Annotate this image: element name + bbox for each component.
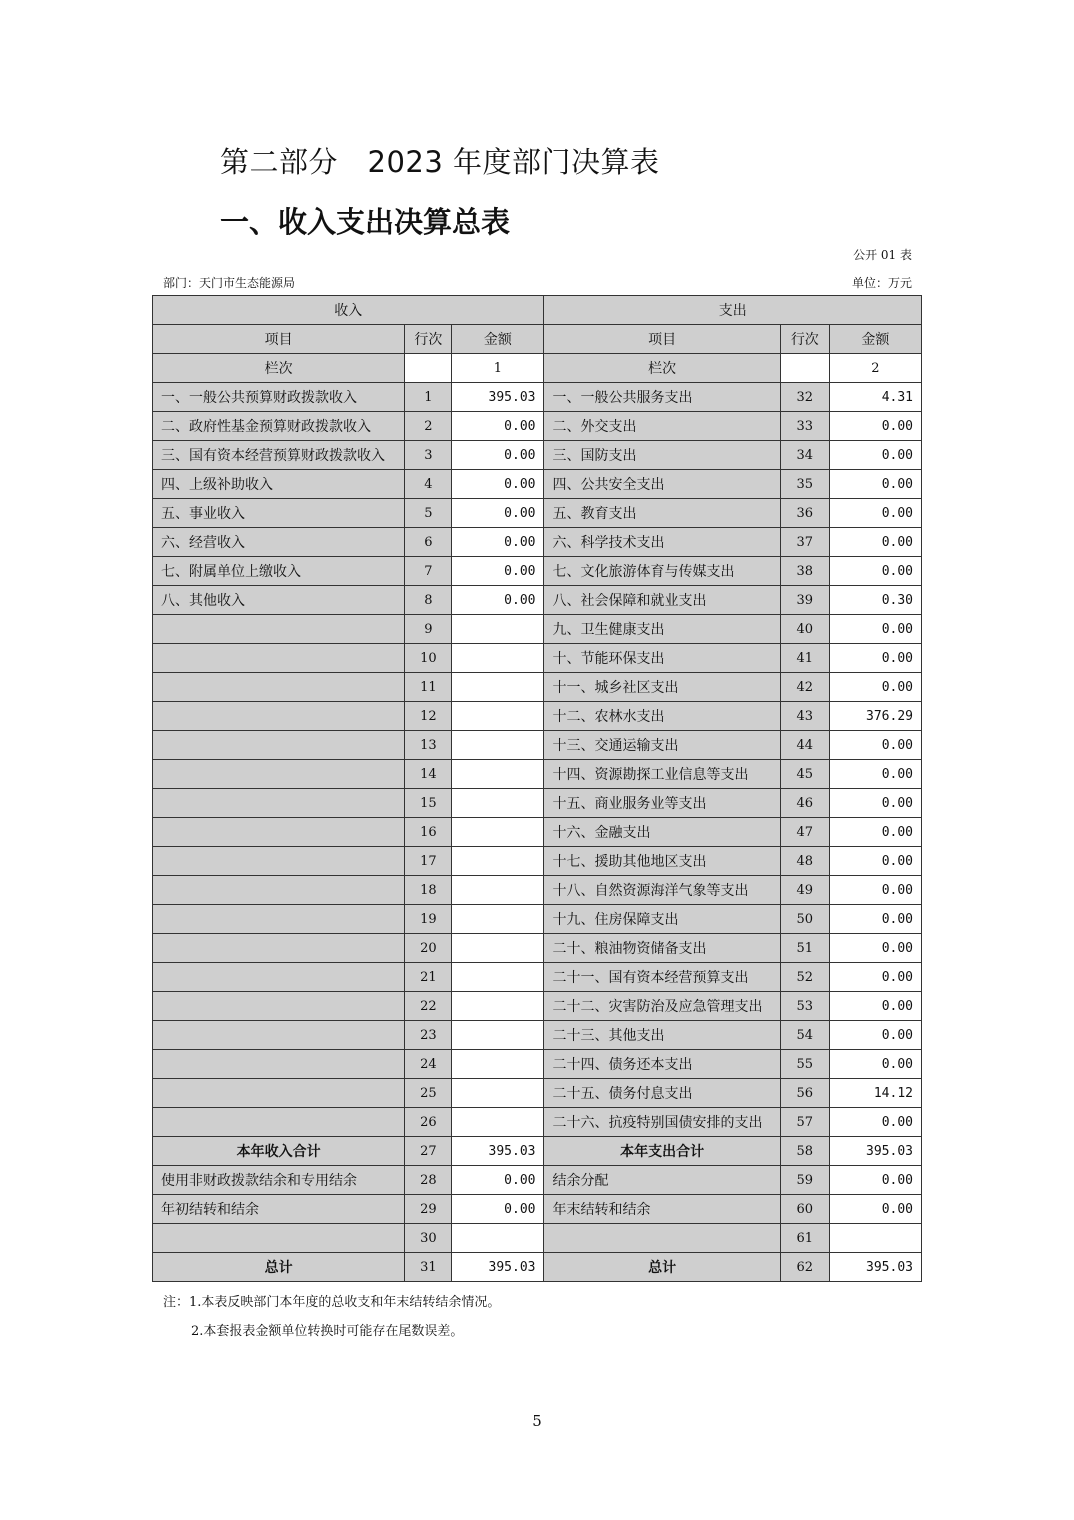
income-amount — [452, 934, 544, 963]
table-row — [153, 818, 922, 847]
expense-amount: 0.00 — [829, 412, 921, 441]
table-row — [153, 731, 922, 760]
income-line-no: 18 — [405, 876, 452, 905]
income-line-no: 10 — [405, 644, 452, 673]
income-item: 总计 — [153, 1253, 405, 1282]
expense-amount: 0.00 — [829, 1050, 921, 1079]
expense-amount — [829, 1224, 921, 1253]
income-item — [153, 1021, 405, 1050]
expense-line-no: 32 — [780, 383, 829, 412]
expense-item: 八、社会保障和就业支出 — [544, 586, 780, 615]
column-header-row — [153, 325, 922, 354]
expense-line-no: 57 — [780, 1108, 829, 1137]
page-number: 5 — [532, 1412, 542, 1430]
income-item: 八、其他收入 — [153, 586, 405, 615]
table-row — [153, 499, 922, 528]
expense-line-no: 51 — [780, 934, 829, 963]
income-amount: 395.03 — [452, 1253, 544, 1282]
expense-line-no: 41 — [780, 644, 829, 673]
table-row — [153, 1079, 922, 1108]
expense-item: 十、节能环保支出 — [544, 644, 780, 673]
table-row — [153, 1166, 922, 1195]
table-row — [153, 412, 922, 441]
note-2: 2.本套报表金额单位转换时可能存在尾数误差。 — [191, 1324, 464, 1339]
income-item: 本年收入合计 — [153, 1137, 405, 1166]
income-amount: 0.00 — [452, 441, 544, 470]
income-line-no: 30 — [405, 1224, 452, 1253]
expense-amount: 0.00 — [829, 731, 921, 760]
expense-item: 三、国防支出 — [544, 441, 780, 470]
expense-amount: 0.00 — [829, 818, 921, 847]
expense-item: 十二、农林水支出 — [544, 702, 780, 731]
income-item — [153, 992, 405, 1021]
col-line-expense: 行次 — [780, 325, 829, 354]
income-item — [153, 905, 405, 934]
income-item — [153, 934, 405, 963]
column-index-row — [153, 354, 922, 383]
expense-item: 二十、粮油物资储备支出 — [544, 934, 780, 963]
expense-item — [544, 1224, 780, 1253]
table-row — [153, 441, 922, 470]
table-row — [153, 847, 922, 876]
income-item: 二、政府性基金预算财政拨款收入 — [153, 412, 405, 441]
expense-item: 二十四、债务还本支出 — [544, 1050, 780, 1079]
table-row — [153, 1021, 922, 1050]
expense-line-no: 54 — [780, 1021, 829, 1050]
income-amount — [452, 789, 544, 818]
expense-item: 五、教育支出 — [544, 499, 780, 528]
income-amount: 0.00 — [452, 586, 544, 615]
expense-line-no: 35 — [780, 470, 829, 499]
income-amount: 0.00 — [452, 499, 544, 528]
expense-item: 一、一般公共服务支出 — [544, 383, 780, 412]
expense-item: 十三、交通运输支出 — [544, 731, 780, 760]
income-item — [153, 702, 405, 731]
expense-item: 十九、住房保障支出 — [544, 905, 780, 934]
expense-line-no: 42 — [780, 673, 829, 702]
expense-line-no: 38 — [780, 557, 829, 586]
income-item — [153, 673, 405, 702]
expense-item: 本年支出合计 — [544, 1137, 780, 1166]
expense-amount: 0.00 — [829, 673, 921, 702]
income-item — [153, 760, 405, 789]
unit-label: 单位：万元 — [851, 276, 912, 290]
income-amount — [452, 760, 544, 789]
income-item — [153, 1224, 405, 1253]
income-amount — [452, 644, 544, 673]
income-line-no: 12 — [405, 702, 452, 731]
subtotal-row — [153, 1137, 922, 1166]
expense-line-no: 58 — [780, 1137, 829, 1166]
income-item: 七、附属单位上缴收入 — [153, 557, 405, 586]
expense-line-no: 44 — [780, 731, 829, 760]
expense-item: 二十五、债务付息支出 — [544, 1079, 780, 1108]
income-line-no: 23 — [405, 1021, 452, 1050]
income-item — [153, 644, 405, 673]
income-line-no: 21 — [405, 963, 452, 992]
expense-amount: 0.00 — [829, 876, 921, 905]
income-item — [153, 615, 405, 644]
expense-amount: 0.00 — [829, 615, 921, 644]
department-label: 部门：天门市生态能源局 — [163, 276, 296, 290]
expense-amount: 0.00 — [829, 847, 921, 876]
expense-amount: 0.00 — [829, 963, 921, 992]
expense-item: 十一、城乡社区支出 — [544, 673, 780, 702]
income-item: 六、经营收入 — [153, 528, 405, 557]
income-amount — [452, 1050, 544, 1079]
income-line-no: 25 — [405, 1079, 452, 1108]
table-row — [153, 1108, 922, 1137]
table-row — [153, 934, 922, 963]
index-label-income: 栏次 — [153, 354, 405, 383]
income-line-no: 5 — [405, 499, 452, 528]
expense-line-no: 56 — [780, 1079, 829, 1108]
table-row — [153, 876, 922, 905]
table-row — [153, 963, 922, 992]
expense-amount: 0.00 — [829, 644, 921, 673]
income-amount — [452, 992, 544, 1021]
table-row — [153, 1195, 922, 1224]
expense-amount: 0.30 — [829, 586, 921, 615]
income-item — [153, 847, 405, 876]
income-item — [153, 963, 405, 992]
expense-item: 二十三、其他支出 — [544, 1021, 780, 1050]
income-line-no: 22 — [405, 992, 452, 1021]
form-number: 公开 01 表 — [853, 248, 912, 262]
table-row — [153, 760, 922, 789]
income-item: 年初结转和结余 — [153, 1195, 405, 1224]
expense-line-no: 33 — [780, 412, 829, 441]
expense-amount: 0.00 — [829, 1195, 921, 1224]
income-line-no: 3 — [405, 441, 452, 470]
table-row — [153, 905, 922, 934]
expense-line-no: 40 — [780, 615, 829, 644]
expense-item: 二十二、灾害防治及应急管理支出 — [544, 992, 780, 1021]
income-line-no: 7 — [405, 557, 452, 586]
table-row — [153, 1050, 922, 1079]
income-amount — [452, 615, 544, 644]
income-amount — [452, 818, 544, 847]
table-row — [153, 615, 922, 644]
expense-line-no: 52 — [780, 963, 829, 992]
expense-line-no: 49 — [780, 876, 829, 905]
income-line-no: 14 — [405, 760, 452, 789]
income-line-no: 27 — [405, 1137, 452, 1166]
income-line-no: 13 — [405, 731, 452, 760]
income-amount: 0.00 — [452, 470, 544, 499]
expense-line-no: 55 — [780, 1050, 829, 1079]
expense-amount: 0.00 — [829, 1166, 921, 1195]
expense-item: 年末结转和结余 — [544, 1195, 780, 1224]
income-line-no: 17 — [405, 847, 452, 876]
expense-item: 十八、自然资源海洋气象等支出 — [544, 876, 780, 905]
expense-item: 九、卫生健康支出 — [544, 615, 780, 644]
table-row — [153, 1224, 922, 1253]
col-item-income: 项目 — [153, 325, 405, 354]
expense-line-no: 45 — [780, 760, 829, 789]
expense-item: 二、外交支出 — [544, 412, 780, 441]
income-line-no: 20 — [405, 934, 452, 963]
expense-item: 六、科学技术支出 — [544, 528, 780, 557]
income-item: 四、上级补助收入 — [153, 470, 405, 499]
expense-item: 十五、商业服务业等支出 — [544, 789, 780, 818]
income-line-no: 2 — [405, 412, 452, 441]
expense-line-no: 61 — [780, 1224, 829, 1253]
expense-item: 结余分配 — [544, 1166, 780, 1195]
col-amount-income: 金额 — [452, 325, 544, 354]
table-row — [153, 557, 922, 586]
table-row — [153, 470, 922, 499]
expense-item: 十四、资源勘探工业信息等支出 — [544, 760, 780, 789]
expense-amount: 0.00 — [829, 1108, 921, 1137]
income-item — [153, 1079, 405, 1108]
income-item — [153, 1108, 405, 1137]
expense-amount: 0.00 — [829, 557, 921, 586]
expense-item: 七、文化旅游体育与传媒支出 — [544, 557, 780, 586]
income-item: 五、事业收入 — [153, 499, 405, 528]
income-line-no: 6 — [405, 528, 452, 557]
table-header-row — [153, 296, 922, 325]
income-amount — [452, 731, 544, 760]
income-line-no: 9 — [405, 615, 452, 644]
expense-item: 总计 — [544, 1253, 780, 1282]
expense-item: 十七、援助其他地区支出 — [544, 847, 780, 876]
income-line-no: 15 — [405, 789, 452, 818]
income-line-no: 24 — [405, 1050, 452, 1079]
expense-item: 二十一、国有资本经营预算支出 — [544, 963, 780, 992]
income-amount: 395.03 — [452, 1137, 544, 1166]
expense-amount: 0.00 — [829, 934, 921, 963]
income-item — [153, 789, 405, 818]
table-row — [153, 673, 922, 702]
expense-amount: 0.00 — [829, 441, 921, 470]
expense-line-no: 50 — [780, 905, 829, 934]
expense-amount: 0.00 — [829, 789, 921, 818]
expense-header: 支出 — [544, 296, 922, 325]
income-amount: 0.00 — [452, 1195, 544, 1224]
col-line-income: 行次 — [405, 325, 452, 354]
expense-amount: 395.03 — [829, 1137, 921, 1166]
expense-line-no: 47 — [780, 818, 829, 847]
total-row — [153, 1253, 922, 1282]
expense-line-no: 36 — [780, 499, 829, 528]
income-line-no: 31 — [405, 1253, 452, 1282]
table-row — [153, 644, 922, 673]
income-amount: 0.00 — [452, 1166, 544, 1195]
income-amount — [452, 673, 544, 702]
index-blank-expense — [780, 354, 829, 383]
income-line-no: 1 — [405, 383, 452, 412]
income-line-no: 8 — [405, 586, 452, 615]
expense-line-no: 39 — [780, 586, 829, 615]
income-amount — [452, 847, 544, 876]
expense-item: 二十六、抗疫特别国债安排的支出 — [544, 1108, 780, 1137]
table-row — [153, 702, 922, 731]
col-amount-expense: 金额 — [829, 325, 921, 354]
expense-line-no: 62 — [780, 1253, 829, 1282]
expense-item: 四、公共安全支出 — [544, 470, 780, 499]
income-amount — [452, 1021, 544, 1050]
expense-amount: 0.00 — [829, 528, 921, 557]
expense-line-no: 43 — [780, 702, 829, 731]
expense-amount: 4.31 — [829, 383, 921, 412]
income-amount: 0.00 — [452, 412, 544, 441]
income-amount — [452, 876, 544, 905]
expense-line-no: 34 — [780, 441, 829, 470]
income-amount — [452, 1079, 544, 1108]
expense-item: 十六、金融支出 — [544, 818, 780, 847]
income-line-no: 11 — [405, 673, 452, 702]
section-title: 一、收入支出决算总表 — [220, 205, 511, 239]
index-label-expense: 栏次 — [544, 354, 780, 383]
expense-amount: 0.00 — [829, 499, 921, 528]
expense-amount: 0.00 — [829, 992, 921, 1021]
table-row — [153, 789, 922, 818]
income-line-no: 19 — [405, 905, 452, 934]
index-blank-income — [405, 354, 452, 383]
expense-line-no: 46 — [780, 789, 829, 818]
income-item: 一、一般公共预算财政拨款收入 — [153, 383, 405, 412]
index-no-expense: 2 — [829, 354, 921, 383]
expense-amount: 376.29 — [829, 702, 921, 731]
expense-line-no: 60 — [780, 1195, 829, 1224]
income-amount — [452, 1224, 544, 1253]
income-expense-table — [152, 295, 922, 1282]
income-amount — [452, 963, 544, 992]
table-row — [153, 992, 922, 1021]
income-item — [153, 731, 405, 760]
expense-amount: 395.03 — [829, 1253, 921, 1282]
income-header: 收入 — [153, 296, 544, 325]
income-item: 使用非财政拨款结余和专用结余 — [153, 1166, 405, 1195]
income-line-no: 26 — [405, 1108, 452, 1137]
income-amount: 395.03 — [452, 383, 544, 412]
income-amount — [452, 905, 544, 934]
note-1: 注：1.本表反映部门本年度的总收支和年末结转结余情况。 — [163, 1295, 501, 1310]
income-line-no: 28 — [405, 1166, 452, 1195]
income-item — [153, 1050, 405, 1079]
income-item — [153, 818, 405, 847]
income-line-no: 29 — [405, 1195, 452, 1224]
income-item — [153, 876, 405, 905]
income-line-no: 16 — [405, 818, 452, 847]
expense-line-no: 53 — [780, 992, 829, 1021]
part-title: 第二部分 2023 年度部门决算表 — [220, 145, 660, 179]
income-amount: 0.00 — [452, 528, 544, 557]
expense-amount: 0.00 — [829, 470, 921, 499]
expense-amount: 0.00 — [829, 1021, 921, 1050]
table-row — [153, 528, 922, 557]
expense-amount: 14.12 — [829, 1079, 921, 1108]
table-row — [153, 586, 922, 615]
income-amount — [452, 1108, 544, 1137]
income-amount: 0.00 — [452, 557, 544, 586]
income-item: 三、国有资本经营预算财政拨款收入 — [153, 441, 405, 470]
income-line-no: 4 — [405, 470, 452, 499]
income-amount — [452, 702, 544, 731]
col-item-expense: 项目 — [544, 325, 780, 354]
expense-line-no: 48 — [780, 847, 829, 876]
expense-amount: 0.00 — [829, 760, 921, 789]
expense-line-no: 37 — [780, 528, 829, 557]
expense-line-no: 59 — [780, 1166, 829, 1195]
index-no-income: 1 — [452, 354, 544, 383]
expense-amount: 0.00 — [829, 905, 921, 934]
table-row — [153, 383, 922, 412]
